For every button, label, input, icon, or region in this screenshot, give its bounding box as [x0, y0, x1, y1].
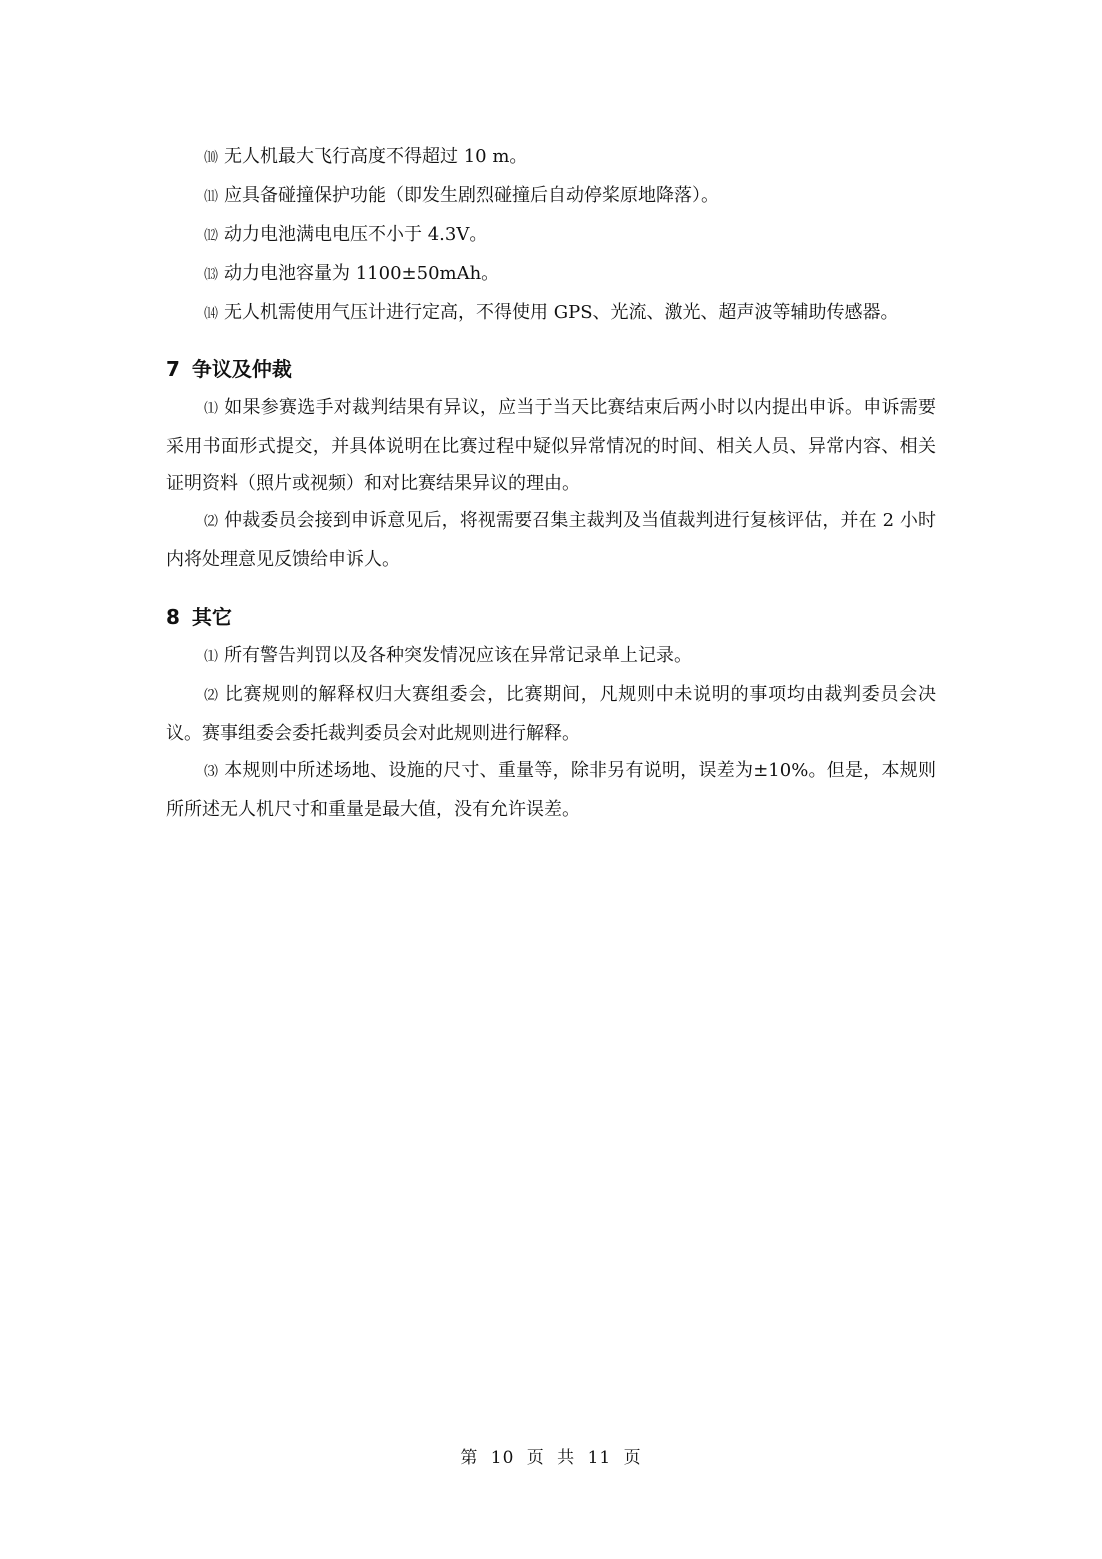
spec-item-11 — [166, 177, 936, 216]
section-7-heading — [166, 355, 936, 383]
item-text: 无人机需使用气压计进行定高，不得使用 GPS、光流、激光、超声波等辅助传感器。 — [224, 302, 899, 323]
item-text: 应具备碰撞保护功能（即发生剧烈碰撞后自动停桨原地降落）。 — [224, 185, 719, 206]
paragraph-text: 本规则中所述场地、设施的尺寸、重量等，除非另有说明，误差为±10%。但是，本规则所所述无人机尺寸和重量是最大值，没有允许误差。 — [166, 760, 937, 820]
item-number: ⒁ — [204, 306, 218, 322]
section-8-paragraph-2 — [166, 676, 936, 752]
section-number: 8 — [166, 605, 180, 629]
item-number: ⒀ — [204, 267, 218, 283]
paragraph-number: ⑴ — [204, 401, 219, 417]
paragraph-number: ⑵ — [204, 514, 219, 530]
paragraph-number: ⑶ — [204, 764, 219, 780]
paragraph-text: 仲裁委员会接到申诉意见后，将视需要召集主裁判及当值裁判进行复核评估，并在 2 小时内将处理意见反馈给申诉人。 — [166, 510, 936, 570]
spec-item-10 — [166, 138, 936, 177]
item-text: 动力电池满电电压不小于 4.3V。 — [224, 224, 488, 245]
section-8-paragraph-3 — [166, 752, 936, 828]
page-footer: 第 10 页 共 11 页 — [460, 1448, 642, 1468]
section-8-paragraph-1 — [166, 637, 936, 676]
paragraph-number: ⑵ — [204, 688, 219, 704]
section-7-paragraph-2 — [166, 502, 936, 578]
section-8-heading — [166, 603, 936, 631]
item-number: ⑾ — [204, 189, 218, 205]
section-7-paragraph-1 — [166, 389, 936, 502]
item-number: ⑽ — [204, 150, 218, 166]
spec-item-13 — [166, 255, 936, 294]
page-content — [166, 138, 936, 828]
item-number: ⑿ — [204, 228, 218, 244]
item-text: 无人机最大飞行高度不得超过 10 m。 — [224, 146, 528, 167]
spec-item-14 — [166, 294, 936, 333]
paragraph-text: 比赛规则的解释权归大赛组委会，比赛期间，凡规则中未说明的事项均由裁判委员会决议。赛事组委会委托裁判委员会对此规则进行解释。 — [166, 684, 937, 744]
item-text: 动力电池容量为 1100±50mAh。 — [224, 263, 500, 284]
paragraph-number: ⑴ — [204, 649, 218, 665]
section-number: 7 — [166, 357, 180, 381]
paragraph-text: 所有警告判罚以及各种突发情况应该在异常记录单上记录。 — [224, 645, 692, 666]
spec-item-12 — [166, 216, 936, 255]
section-title: 争议及仲裁 — [191, 357, 292, 381]
paragraph-text: 如果参赛选手对裁判结果有异议，应当于当天比赛结束后两小时以内提出申诉。申诉需要采用书面形式提交，并具体说明在比赛过程中疑似异常情况的时间、相关人员、异常内容、相关证明资料（照片或视频）和对比赛结果异议的理由。 — [166, 397, 937, 494]
section-title: 其它 — [191, 605, 232, 629]
